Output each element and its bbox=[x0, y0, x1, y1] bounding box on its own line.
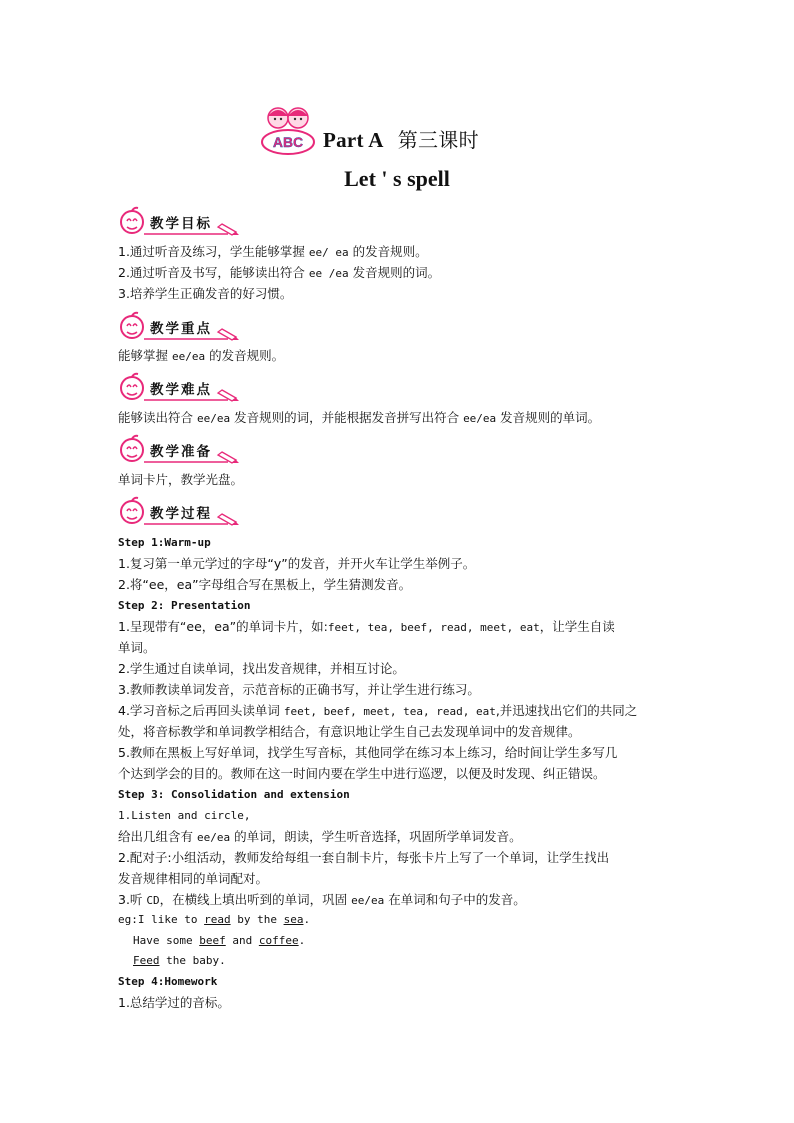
subtitle: Let ' s spell bbox=[344, 166, 450, 191]
step-2-line-4: 4.学习音标之后再回头读单词 feet, beef, meet, tea, read, eat,并迅速找出它们的共同之 bbox=[118, 703, 638, 718]
step-4-heading: Step 4:Homework bbox=[118, 975, 218, 988]
title-en: Part A bbox=[323, 128, 384, 152]
logo-text: ABC bbox=[272, 134, 304, 150]
section-heading-difficulties bbox=[118, 372, 258, 402]
step-2-line-4-cont: 处，将音标教学和单词教学相结合，有意识地让学生自己去发现单词中的发音规律。 bbox=[118, 724, 581, 739]
difficulties-text: 能够读出符合 ee/ea 发音规则的词，并能根据发音拼写出符合 ee/ea 发音规则的单词。 bbox=[118, 410, 601, 425]
step-3-heading: Step 3: Consolidation and extension bbox=[118, 788, 350, 801]
step-3-line-3: 2.配对子:小组活动，教师发给每组一套自制卡片，每张卡片上写了一个单词，让学生找出 bbox=[118, 850, 610, 865]
step-3-line-3-cont: 发音规律相同的单词配对。 bbox=[118, 871, 269, 886]
header bbox=[260, 104, 560, 156]
page-title bbox=[323, 124, 479, 153]
section-title: 教学准备 bbox=[150, 444, 212, 460]
section-heading-key-points bbox=[118, 311, 258, 341]
section-heading-goals bbox=[118, 206, 258, 236]
goal-line-1: 1.通过听音及练习，学生能够掌握 ee/ ea 的发音规则。 bbox=[118, 244, 428, 259]
preparation-text: 单词卡片，教学光盘。 bbox=[118, 472, 244, 487]
section-heading-process bbox=[118, 496, 258, 526]
section-title: 教学目标 bbox=[150, 216, 212, 232]
step-3-line-1: 1.Listen and circle, bbox=[118, 809, 251, 822]
example-line-3: Feed the baby. bbox=[133, 954, 226, 967]
example-line-1: eg:I like to read by the sea. bbox=[118, 913, 311, 926]
section-title: 教学难点 bbox=[150, 382, 212, 398]
goal-line-3: 3.培养学生正确发音的好习惯。 bbox=[118, 286, 293, 301]
step-2-line-1-cont: 单词。 bbox=[118, 640, 156, 655]
abc-kids-logo bbox=[260, 104, 318, 156]
step-2-line-5-cont: 个达到学会的目的。教师在这一时间内要在学生中进行巡逻，以便及时发现、纠正错误。 bbox=[118, 766, 606, 781]
section-title: 教学过程 bbox=[150, 506, 212, 522]
key-points-text: 能够掌握 ee/ea 的发音规则。 bbox=[118, 348, 285, 363]
step-1-heading: Step 1:Warm-up bbox=[118, 536, 211, 549]
section-title: 教学重点 bbox=[150, 321, 212, 337]
section-heading-preparation bbox=[118, 434, 258, 464]
step-2-heading: Step 2: Presentation bbox=[118, 599, 251, 612]
step-2-line-5: 5.教师在黑板上写好单词，找学生写音标，其他同学在练习本上练习，给时间让学生多写几 bbox=[118, 745, 618, 760]
title-cn: 第三课时 bbox=[397, 128, 479, 152]
step-2-line-3: 3.教师教读单词发音，示范音标的正确书写，并让学生进行练习。 bbox=[118, 682, 480, 697]
goal-line-2: 2.通过听音及书写，能够读出符合 ee /ea 发音规则的词。 bbox=[118, 265, 441, 280]
example-line-2: Have some beef and coffee. bbox=[133, 934, 306, 947]
step-3-line-4: 3.听 CD，在横线上填出听到的单词，巩固 ee/ea 在单词和句子中的发音。 bbox=[118, 892, 526, 907]
step-1-line-2: 2.将“ee，ea”字母组合写在黑板上，学生猜测发音。 bbox=[118, 577, 412, 592]
step-1-line-1: 1.复习第一单元学过的字母“y”的发音，并开火车让学生举例子。 bbox=[118, 556, 476, 571]
step-4-line-1: 1.总结学过的音标。 bbox=[118, 995, 230, 1010]
step-3-line-2: 给出几组含有 ee/ea 的单词，朗读，学生听音选择，巩固所学单词发音。 bbox=[118, 829, 522, 844]
step-2-line-2: 2.学生通过自读单词，找出发音规律，并相互讨论。 bbox=[118, 661, 405, 676]
step-2-line-1: 1.呈现带有“ee，ea”的单词卡片，如:feet, tea, beef, read, meet, eat，让学生自读 bbox=[118, 619, 615, 634]
